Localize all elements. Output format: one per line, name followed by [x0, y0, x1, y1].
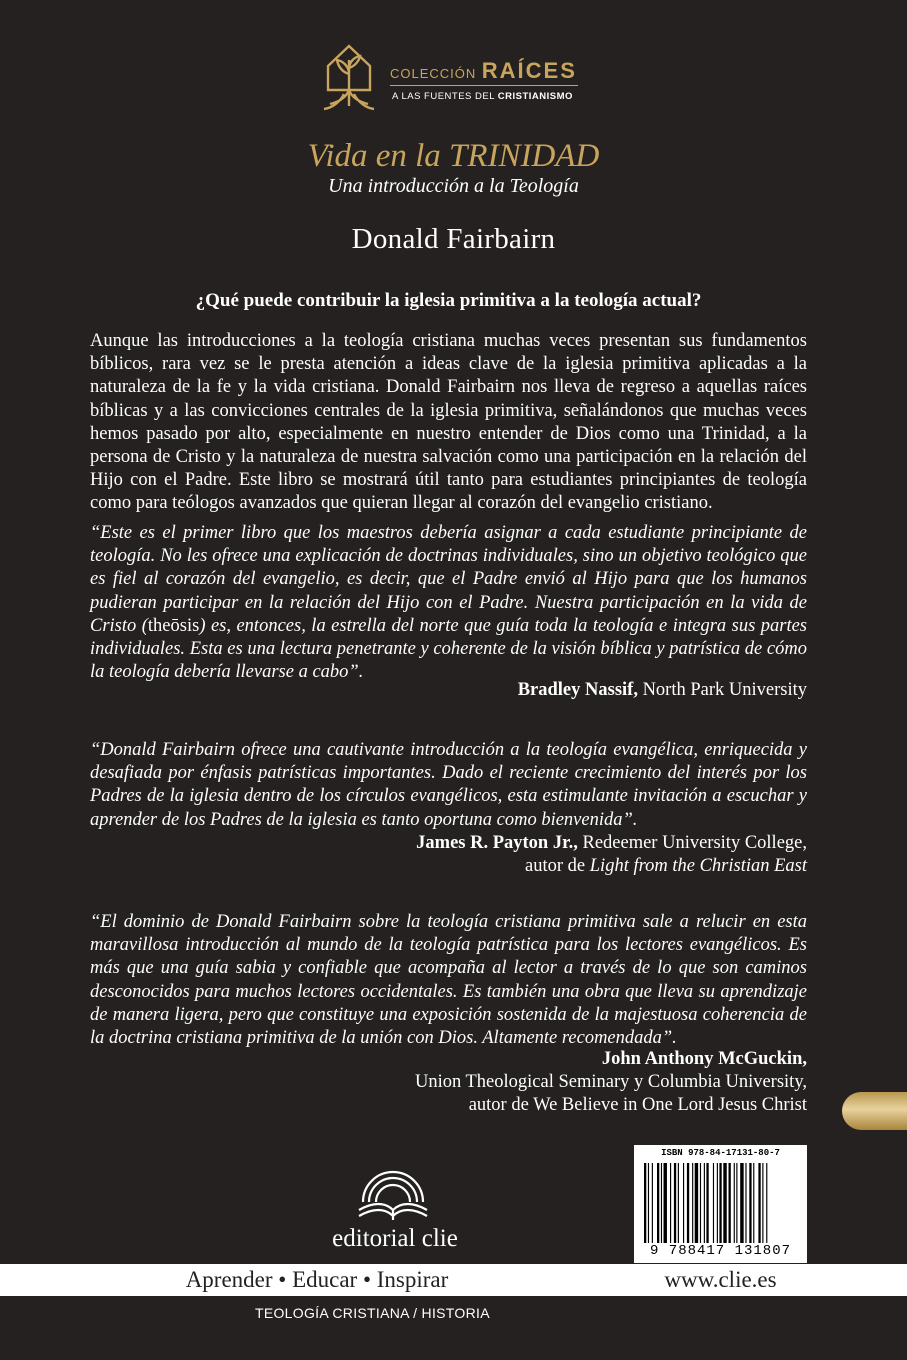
isbn-number: ISBN 978-84-17131-80-7 [661, 1148, 780, 1158]
barcode-bar [648, 1163, 649, 1243]
barcode-bar [723, 1163, 726, 1243]
endorser-role-3: autor de We Believe in One Lord Jesus Christ [468, 1095, 807, 1116]
quote-1-before: “Este es el primer libro que los maestros debería asignar a cada estudiante principiante de teología. No les ofrece una explicación de doctrinas individuales, sino un objetivo teológico que es fiel al corazón del evangelio, es decir, que el Padre envió al Hijo para que los humanos pudieran participar en la relación del Hijo con el Padre. Nuestra participación en la vida de Cristo ( [90, 523, 807, 636]
publisher-website: www.clie.es [664, 1267, 777, 1292]
barcode-bar [678, 1163, 679, 1243]
barcode-bar [734, 1163, 735, 1243]
endorser-affiliation-2: Redeemer University College, [582, 833, 807, 853]
book-category: TEOLOGÍA CRISTIANA / HISTORIA [255, 1305, 490, 1321]
barcode-bar [657, 1163, 659, 1243]
publisher-tagline: Aprender • Educar • Inspirar [185, 1267, 449, 1292]
barcode-bar [687, 1163, 689, 1243]
endorser-affiliation-1: North Park University [642, 680, 807, 700]
barcode-bar [766, 1163, 767, 1243]
endorser-name-2: James R. Payton Jr., [416, 833, 578, 853]
barcode-bar [700, 1163, 701, 1243]
barcode-bar [745, 1163, 746, 1243]
raices-house-tree-logo-icon [318, 40, 380, 112]
series-title: RAÍCES [481, 58, 577, 83]
endorsement-attribution-1 [90, 679, 807, 702]
barcode-bar [706, 1163, 708, 1243]
endorsement-quote-1 [90, 522, 807, 684]
publisher-name: editorial clie [332, 1225, 458, 1252]
barcode-bar [740, 1163, 743, 1243]
endorser-name-3: John Anthony McGuckin, [601, 1049, 807, 1069]
barcode-bar [758, 1163, 760, 1243]
book-author: Donald Fairbairn [351, 223, 556, 255]
barcode-bar [762, 1163, 763, 1243]
editorial-clie-globe-book-icon [349, 1162, 437, 1226]
barcode-bar [729, 1163, 731, 1243]
book-title: Vida en la TRINIDAD [307, 138, 600, 174]
endorsement-quote-3: “El dominio de Donald Fairbairn sobre la teología cristiana primitiva sale a relucir en esta maravillosa introducción al mundo de la teología patrística para los lectores evangélicos. Es más que una guía sabia y confiable que acompaña al lector a través de lo que son caminos desconocidos para muchos lectores occidentales. Es también una obra que lleva su aprendizaje de manera ligera, pero que constituye una exposición sostenida de la majestuosa coherencia de la doctrina cristiana primitiva de la unión con Dios. Altamente recomendada”. [90, 912, 807, 1049]
barcode-bar [670, 1163, 671, 1243]
endorsement-attribution-3 [90, 1048, 807, 1118]
barcode-bar [749, 1163, 751, 1243]
barcode-bar [644, 1163, 646, 1243]
lead-question: ¿Qué puede contribuir la iglesia primitiva a la teología actual? [195, 290, 702, 311]
endorser-role-work-2: Light from the Christian East [589, 856, 807, 877]
endorsement-quote-2: “Donald Fairbairn ofrece una cautivante introducción a la teología evangélica, enriquecida y desafiada por énfasis patrísticas importantes. Dado el reciente crecimiento del interés por los Padres de la iglesia dentro de los círculos evangélicos, esta estimulante invitación a escuchar y aprender de los Padres de la iglesia es tanto oportuna como bienvenida”. [90, 740, 807, 830]
quote-1-term: theōsis [147, 615, 200, 636]
barcode-bars-icon [642, 1163, 805, 1243]
series-tagline-prefix: A LAS FUENTES DEL [392, 91, 495, 102]
barcode-bar [661, 1163, 662, 1243]
barcode-bar [736, 1163, 737, 1243]
series-prefix: COLECCIÓN [390, 66, 477, 81]
endorser-affiliation-3: Union Theological Seminary y Columbia University, [414, 1072, 807, 1093]
barcode-bar [683, 1163, 684, 1243]
barcode-digits: 9 788417 131807 [649, 1243, 792, 1259]
barcode-bar [713, 1163, 714, 1243]
series-tagline [392, 91, 573, 102]
endorsement-attribution-2 [90, 832, 807, 878]
gold-spine-tab [842, 1092, 907, 1130]
barcode-bar [717, 1163, 718, 1243]
quote-1-after: ) es, entonces, la estrella del norte que guía toda la teología e integra sus partes individuales. Esta es una lectura penetrante y coherente de la visión bíblica y patrística de cómo la teología debería llevarse a cabo”. [90, 615, 808, 683]
endorser-role-prefix-2: autor de [525, 856, 586, 877]
barcode-bar [674, 1163, 676, 1243]
series-name [390, 58, 577, 84]
isbn-barcode [634, 1145, 807, 1263]
barcode-bar [753, 1163, 754, 1243]
book-blurb: Aunque las introducciones a la teología cristiana muchas veces presentan sus fundamentos bíblicos, rara vez se le presta atención a ideas clave de la iglesia primitiva aplicadas a la naturaleza de la fe y la vida cristiana. Donald Fairbairn nos lleva de regreso a aquellas raíces bíblicas y a las convicciones centrales de la iglesia primitiva, señalándonos que muchas veces hemos pasado por alto, especialmente en nuestro entender de Dios como una Trinidad, a la persona de Cristo y la naturaleza de nuestra salvación como una participación en la relación del Hijo con el Padre. Este libro se mostrará útil tanto para estudiantes principiantes de teología como para teólogos avanzados que quieran llegar al corazón del evangelio cristiano. [90, 331, 807, 514]
book-subtitle: Una introducción a la Teología [328, 175, 579, 197]
barcode-bar [704, 1163, 705, 1243]
series-divider [390, 85, 578, 86]
barcode-bar [719, 1163, 721, 1243]
series-tagline-strong: CRISTIANISMO [497, 91, 573, 102]
barcode-bar [664, 1163, 667, 1243]
barcode-bar [652, 1163, 653, 1243]
barcode-bar [692, 1163, 693, 1243]
endorser-name-1: Bradley Nassif, [517, 680, 638, 700]
barcode-bar [695, 1163, 698, 1243]
